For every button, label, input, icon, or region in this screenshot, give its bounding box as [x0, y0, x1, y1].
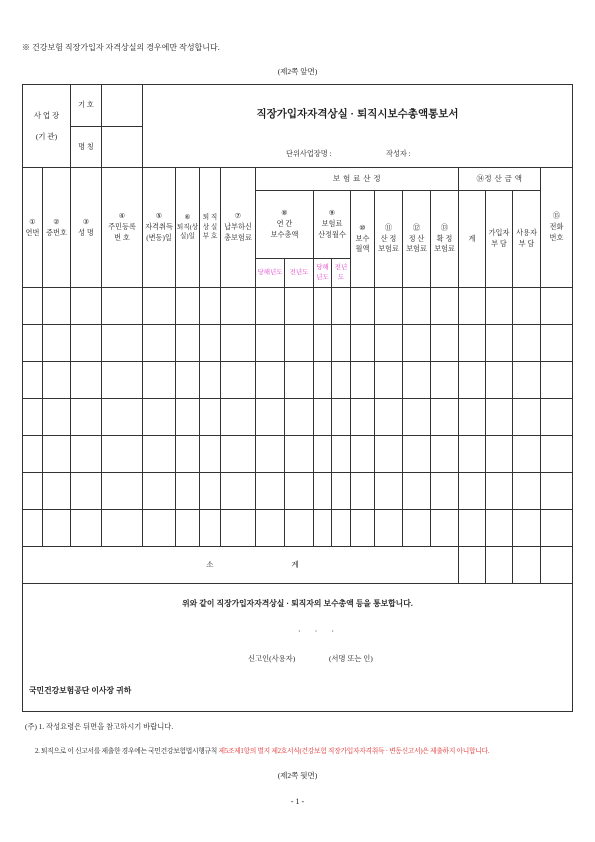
subtotal-label-so: 소	[206, 560, 214, 570]
table-cell	[71, 510, 102, 547]
page-front-label: (제2쪽 앞면)	[277, 67, 318, 76]
col-phone-num: ⑮	[552, 212, 561, 221]
table-cell	[314, 473, 332, 510]
table-cell	[176, 362, 200, 399]
col-settle-premium-label1: 정 산	[408, 234, 425, 243]
table-cell	[486, 510, 513, 547]
col-annual-pay-label1: 연 간	[276, 220, 293, 229]
col-calc-months-header	[314, 191, 351, 259]
table-row	[23, 288, 573, 325]
table-cell	[285, 288, 314, 325]
table-cell	[513, 362, 541, 399]
col-monthly-pay-num: ⑩	[359, 223, 366, 232]
table-cell	[221, 325, 256, 362]
subtotal-member-cell	[486, 547, 513, 584]
table-cell	[332, 325, 351, 362]
table-cell	[486, 362, 513, 399]
col-serial-header	[23, 168, 43, 288]
table-cell	[375, 510, 403, 547]
table-cell	[314, 362, 332, 399]
table-cell	[200, 473, 221, 510]
code-value-cell	[102, 85, 143, 127]
table-cell	[459, 288, 486, 325]
table-cell	[176, 288, 200, 325]
table-cell	[351, 288, 375, 325]
table-cell	[221, 510, 256, 547]
col-calc-months-num: ⑨	[328, 209, 336, 218]
col-acquired-date-label1: 자격취득	[145, 223, 173, 232]
note-1: (주) 1. 작성요령은 뒤면을 참고하시기 바랍니다.	[25, 722, 174, 731]
table-cell	[71, 362, 102, 399]
table-cell	[43, 473, 71, 510]
table-cell	[403, 288, 431, 325]
table-cell	[176, 325, 200, 362]
table-cell	[314, 436, 332, 473]
table-cell	[71, 288, 102, 325]
table-cell	[43, 399, 71, 436]
table-cell	[351, 362, 375, 399]
table-cell	[375, 362, 403, 399]
col-calc-premium-num: ⑪	[384, 223, 393, 232]
table-cell	[221, 473, 256, 510]
col-final-premium-label2: 보험료	[434, 245, 455, 254]
col-calc-months-label2: 산정월수	[318, 230, 346, 239]
table-cell	[200, 510, 221, 547]
table-cell	[513, 288, 541, 325]
title-cell	[143, 85, 573, 168]
col-phone-header	[541, 168, 573, 288]
table-cell	[256, 399, 285, 436]
table-cell	[486, 399, 513, 436]
table-cell	[351, 436, 375, 473]
col-member-share-label2: 부 담	[491, 240, 507, 248]
col-card-no-label: 증번호	[46, 228, 67, 237]
table-cell	[256, 362, 285, 399]
table-cell	[332, 362, 351, 399]
table-cell	[541, 399, 573, 436]
table-cell	[23, 288, 43, 325]
table-cell	[71, 399, 102, 436]
col-acquired-date-label2: (변동)일	[146, 233, 172, 242]
col-months-current	[314, 259, 332, 288]
col-annual-pay-current: 당해년도	[256, 259, 285, 288]
col-annual-pay-previous: 전년도	[285, 259, 314, 288]
page-number: - 1 -	[290, 797, 305, 806]
table-cell	[285, 362, 314, 399]
col-annual-pay-header	[256, 191, 314, 259]
subtotal-phone-cell	[541, 547, 573, 584]
institution-label: (기 관)	[35, 132, 58, 141]
table-cell	[431, 399, 459, 436]
col-retire-code-label3: 부 호	[202, 233, 218, 241]
table-cell	[285, 510, 314, 547]
table-row	[23, 399, 573, 436]
col-retired-date-label2: 실)일	[180, 233, 195, 241]
addressee: 국민건강보험공단 이사장 귀하	[29, 686, 132, 695]
form-title: 직장가입자자격상실 · 퇴직시보수총액통보서	[256, 108, 459, 120]
col-member-share-label1: 가입자	[488, 229, 510, 238]
table-cell	[486, 325, 513, 362]
table-cell	[459, 399, 486, 436]
table-cell	[375, 436, 403, 473]
table-cell	[332, 473, 351, 510]
table-cell	[200, 288, 221, 325]
table-cell	[314, 325, 332, 362]
table-cell	[459, 325, 486, 362]
table-cell	[375, 325, 403, 362]
reporter-label: 신고인(사용자)	[248, 654, 296, 663]
col-calc-premium-label1: 산 정	[380, 234, 397, 243]
writer-label: 작성자 :	[386, 150, 411, 158]
col-calc-premium-header	[375, 191, 403, 288]
col-retired-date-header	[176, 168, 200, 288]
col-employer-share-label1: 사용자	[516, 229, 537, 238]
table-row	[23, 362, 573, 399]
table-cell	[513, 436, 541, 473]
col-retired-date-label1: 퇴직(상	[176, 223, 199, 231]
col-months-current-label: 당해 년도	[316, 264, 329, 281]
table-cell	[541, 473, 573, 510]
col-months-previous-label: 전년 도	[334, 264, 348, 281]
col-settle-premium-label2: 보험료	[406, 245, 427, 254]
page-back-label: (제2쪽 뒷면)	[277, 771, 318, 780]
col-resident-no-label1: 주민등록	[108, 223, 136, 232]
table-cell	[23, 510, 43, 547]
col-calc-months-label1: 보험료	[321, 220, 343, 229]
table-cell	[541, 510, 573, 547]
table-cell	[513, 399, 541, 436]
table-cell	[23, 399, 43, 436]
table-cell	[143, 362, 176, 399]
note-2-highlight: 제5조제1항의 별지 제2호서식(건강보험 직장가입자자격취득 · 변동신고서)은 제출하지 아니합니다.	[218, 748, 490, 755]
subtotal-label-gye: 계	[291, 560, 299, 570]
table-cell	[23, 436, 43, 473]
col-employer-share-header	[513, 191, 541, 288]
signature-label: (서명 또는 인)	[329, 654, 373, 663]
table-row	[23, 473, 573, 510]
table-cell	[102, 399, 143, 436]
table-cell	[486, 288, 513, 325]
table-cell	[143, 288, 176, 325]
col-serial-label: 연번	[25, 228, 40, 237]
table-cell	[332, 510, 351, 547]
note-2	[35, 745, 489, 755]
col-name-label: 성 명	[78, 228, 94, 237]
col-calc-premium-label2: 보험료	[378, 245, 399, 254]
table-cell	[541, 362, 573, 399]
table-cell	[486, 473, 513, 510]
table-cell	[431, 288, 459, 325]
unit-workplace-label: 단위사업장명 :	[286, 150, 332, 158]
col-retire-code-label2: 상 실	[202, 223, 218, 231]
col-total-header: 계	[459, 191, 486, 288]
table-cell	[221, 399, 256, 436]
table-cell	[351, 510, 375, 547]
declaration-statement: 위와 같이 직장가입자자격상실 · 퇴직자의 보수총액 등을 통보합니다.	[182, 599, 413, 608]
name-value-cell	[102, 127, 143, 168]
table-cell	[332, 288, 351, 325]
form-header	[23, 85, 573, 288]
table-cell	[200, 399, 221, 436]
table-cell	[256, 288, 285, 325]
table-cell	[541, 436, 573, 473]
form-footer	[23, 547, 573, 712]
table-cell	[143, 325, 176, 362]
col-monthly-pay-label1: 보수	[355, 234, 370, 243]
col-resident-no-num: ④	[118, 212, 126, 221]
subtotal-total-cell	[459, 547, 486, 584]
table-cell	[459, 510, 486, 547]
table-cell	[256, 473, 285, 510]
table-cell	[351, 473, 375, 510]
col-member-share-header	[486, 191, 513, 288]
col-retired-date-num: ⑥	[184, 213, 191, 221]
col-card-no-num: ②	[53, 217, 60, 226]
col-annual-pay-num: ⑧	[281, 209, 288, 218]
table-cell	[459, 362, 486, 399]
table-cell	[102, 288, 143, 325]
table-cell	[256, 436, 285, 473]
table-cell	[43, 325, 71, 362]
table-cell	[102, 325, 143, 362]
table-cell	[176, 436, 200, 473]
table-cell	[541, 288, 573, 325]
col-serial-num: ①	[29, 217, 36, 226]
table-cell	[102, 510, 143, 547]
table-cell	[285, 399, 314, 436]
form-table	[22, 84, 573, 712]
premium-calc-group-header: 보 험 료 산 정	[256, 168, 459, 191]
table-cell	[221, 362, 256, 399]
table-cell	[375, 473, 403, 510]
table-cell	[43, 436, 71, 473]
table-cell	[71, 436, 102, 473]
table-cell	[221, 288, 256, 325]
table-cell	[375, 399, 403, 436]
col-monthly-pay-header	[351, 191, 375, 288]
col-monthly-pay-label2: 월액	[355, 245, 370, 254]
data-rows	[23, 288, 573, 547]
col-acquired-date-num: ⑤	[155, 212, 163, 221]
table-cell	[176, 473, 200, 510]
table-cell	[431, 510, 459, 547]
table-cell	[541, 325, 573, 362]
col-retire-code-header	[200, 168, 221, 288]
col-final-premium-label1: 확 정	[436, 234, 453, 243]
col-retire-code-label1: 퇴 직	[202, 213, 218, 221]
col-final-premium-num: ⑬	[440, 223, 449, 232]
col-phone-label2: 번호	[549, 233, 564, 242]
table-cell	[102, 436, 143, 473]
top-note: ※ 건강보험 직장가입자 자격상실의 경우에만 작성합니다.	[22, 43, 220, 52]
table-cell	[431, 362, 459, 399]
table-cell	[351, 325, 375, 362]
table-cell	[143, 510, 176, 547]
table-row	[23, 325, 573, 362]
declaration-date-marks: · · ·	[298, 627, 340, 636]
col-paid-premium-num: ⑦	[234, 212, 242, 221]
code-label: 기 호	[71, 85, 102, 127]
col-settle-premium-header	[403, 191, 431, 288]
table-cell	[486, 436, 513, 473]
table-cell	[285, 325, 314, 362]
table-cell	[43, 510, 71, 547]
table-cell	[176, 510, 200, 547]
table-cell	[71, 325, 102, 362]
settlement-group-header: ⑭정 산 금 액	[459, 168, 541, 191]
col-annual-pay-label2: 보수총액	[270, 230, 299, 239]
name-label: 명 칭	[71, 127, 102, 168]
table-cell	[176, 399, 200, 436]
table-cell	[314, 399, 332, 436]
table-cell	[221, 436, 256, 473]
table-cell	[403, 510, 431, 547]
table-cell	[200, 436, 221, 473]
table-cell	[375, 288, 403, 325]
note-2-plain: 2. 퇴직으로 이 신고서를 제출한 경우에는 국민건강보험법시행규칙	[35, 748, 219, 755]
subtotal-employer-cell	[513, 547, 541, 584]
col-paid-premium-header	[221, 168, 256, 288]
table-cell	[143, 399, 176, 436]
table-cell	[459, 473, 486, 510]
table-cell	[403, 473, 431, 510]
table-cell	[256, 510, 285, 547]
col-phone-label1: 전화	[549, 223, 564, 232]
col-paid-premium-label1: 납부하신	[224, 223, 252, 232]
table-cell	[200, 362, 221, 399]
table-cell	[200, 325, 221, 362]
col-employer-share-label2: 부 담	[518, 240, 535, 248]
table-cell	[513, 325, 541, 362]
table-cell	[71, 473, 102, 510]
table-cell	[431, 473, 459, 510]
table-cell	[431, 436, 459, 473]
table-cell	[23, 473, 43, 510]
table-cell	[143, 473, 176, 510]
declaration-cell	[23, 584, 573, 712]
col-months-previous	[332, 259, 351, 288]
workplace-label-cell	[23, 85, 71, 168]
col-name-num: ③	[82, 217, 90, 226]
table-row	[23, 510, 573, 547]
col-paid-premium-label2: 총보험료	[224, 233, 252, 242]
table-cell	[43, 288, 71, 325]
col-settle-premium-num: ⑫	[412, 223, 421, 232]
col-card-no-header	[43, 168, 71, 288]
table-cell	[431, 325, 459, 362]
col-acquired-date-header	[143, 168, 176, 288]
table-cell	[332, 399, 351, 436]
table-cell	[459, 436, 486, 473]
table-cell	[403, 325, 431, 362]
table-cell	[256, 325, 285, 362]
table-cell	[23, 325, 43, 362]
table-cell	[102, 362, 143, 399]
table-cell	[332, 436, 351, 473]
table-cell	[285, 436, 314, 473]
table-cell	[314, 288, 332, 325]
col-final-premium-header	[431, 191, 459, 288]
workplace-label: 사 업 장	[33, 110, 60, 120]
table-cell	[403, 399, 431, 436]
table-cell	[403, 362, 431, 399]
table-cell	[285, 473, 314, 510]
table-cell	[43, 362, 71, 399]
col-resident-no-header	[102, 168, 143, 288]
table-row	[23, 436, 573, 473]
table-cell	[513, 510, 541, 547]
table-cell	[513, 473, 541, 510]
table-cell	[314, 510, 332, 547]
col-name-header	[71, 168, 102, 288]
table-cell	[102, 473, 143, 510]
col-resident-no-label2: 번 호	[114, 233, 130, 242]
table-cell	[403, 436, 431, 473]
table-cell	[23, 362, 43, 399]
subtotal-label-cell	[23, 547, 459, 584]
table-cell	[351, 399, 375, 436]
table-cell	[143, 436, 176, 473]
